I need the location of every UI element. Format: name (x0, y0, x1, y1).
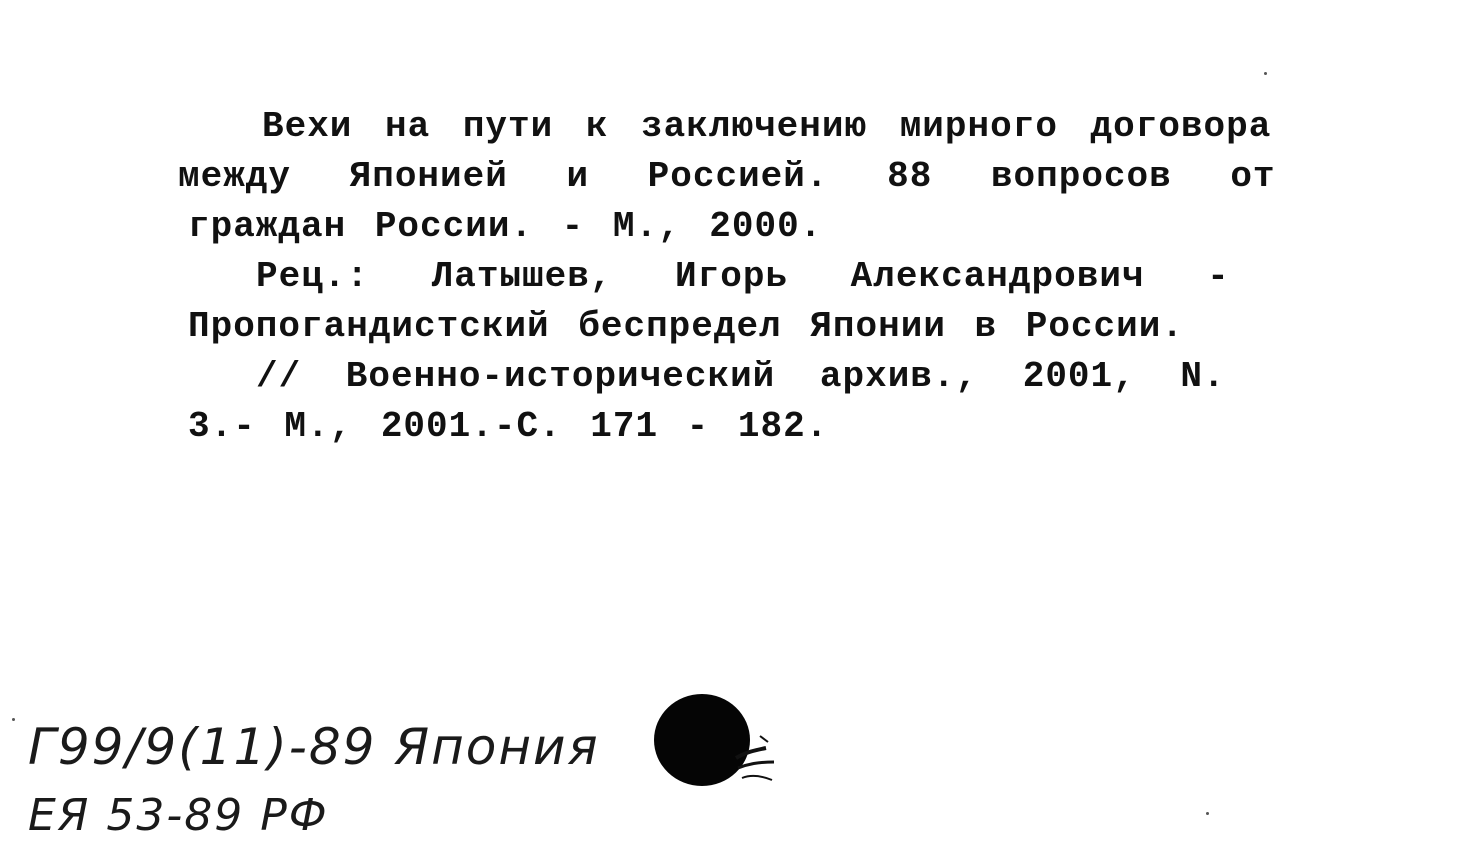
entry-line-2: между Японией и Россией. 88 вопросов от (178, 156, 1276, 197)
paper-speck (1206, 812, 1209, 815)
handwritten-classification: Г99/9(11)-89 Япония (28, 718, 600, 776)
paper-speck (1264, 72, 1267, 75)
entry-line-4: Рец.: Латышев, Игорь Александрович - (256, 256, 1230, 297)
stamp-scribble-mark (732, 728, 780, 788)
handwritten-shelfmark: ЕЯ 53-89 РФ (28, 790, 329, 841)
paper-speck (12, 718, 15, 721)
entry-line-1: Вехи на пути к заключению мирного договора (262, 106, 1272, 147)
entry-line-3: граждан России. - М., 2000. (188, 206, 823, 247)
entry-line-6: // Военно-исторический архив., 2001, N. (256, 356, 1226, 397)
bibliographic-entry (178, 102, 1288, 452)
entry-line-7: 3.- М., 2001.-С. 171 - 182. (188, 406, 829, 447)
entry-line-5: Пропогандистский беспредел Японии в России. (188, 306, 1184, 347)
